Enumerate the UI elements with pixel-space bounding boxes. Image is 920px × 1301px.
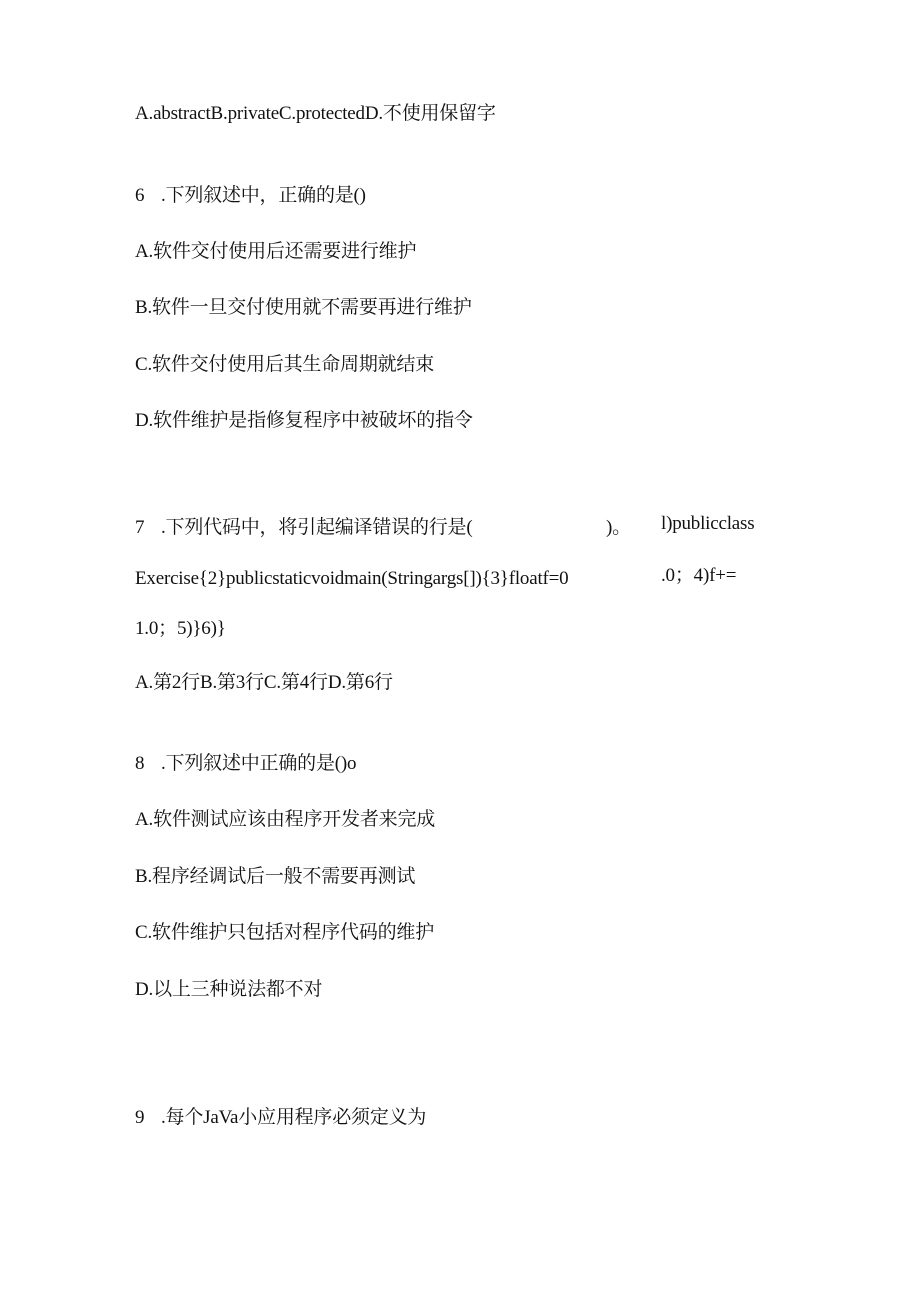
q5-options: A.abstractB.privateC.protectedD.不使用保留字: [135, 103, 496, 124]
q7-code-line-4: 1.0；5)}6)}: [135, 618, 226, 639]
q6-option-d: D.软件维护是指修复程序中被破坏的指令: [135, 410, 473, 431]
q9-stem: [135, 1106, 426, 1130]
q7-options: A.第2行B.第3行C.第4行D.第6行: [135, 672, 393, 693]
q9-number: 9: [135, 1107, 145, 1128]
q7-stem-left: .下列代码中，将引起编译错误的行是(: [161, 517, 473, 538]
q7-stem: [135, 516, 472, 540]
q8-option-b: B.程序经调试后一般不需要再测试: [135, 866, 416, 887]
q6-option-c: C.软件交付使用后其生命周期就结束: [135, 354, 435, 375]
q9-stem-text: .每个JaVa小应用程序必须定义为: [161, 1107, 427, 1128]
q7-code-line-3: .0；4)f+=: [661, 565, 737, 586]
q8-option-c: C.软件维护只包括对程序代码的维护: [135, 922, 435, 943]
q8-number: 8: [135, 753, 145, 774]
q8-stem: [135, 752, 356, 776]
q7-number: 7: [135, 517, 145, 538]
q6-option-b: B.软件一旦交付使用就不需要再进行维护: [135, 297, 472, 318]
q8-option-a: A.软件测试应该由程序开发者来完成: [135, 809, 436, 830]
q6-stem: [135, 184, 366, 208]
q7-code-line-1: l)publicclass: [661, 513, 755, 534]
q7-code-line-2: Exercise{2}publicstaticvoidmain(Stringargs[]){3}floatf=0: [135, 568, 569, 589]
q6-option-a: A.软件交付使用后还需要进行维护: [135, 241, 417, 262]
q8-option-d: D.以上三种说法都不对: [135, 979, 323, 1000]
q6-stem-text: .下列叙述中，正确的是(): [161, 185, 366, 206]
q6-number: 6: [135, 185, 145, 206]
q7-stem-right: )。: [606, 517, 631, 538]
q8-stem-text: .下列叙述中正确的是()o: [161, 753, 357, 774]
